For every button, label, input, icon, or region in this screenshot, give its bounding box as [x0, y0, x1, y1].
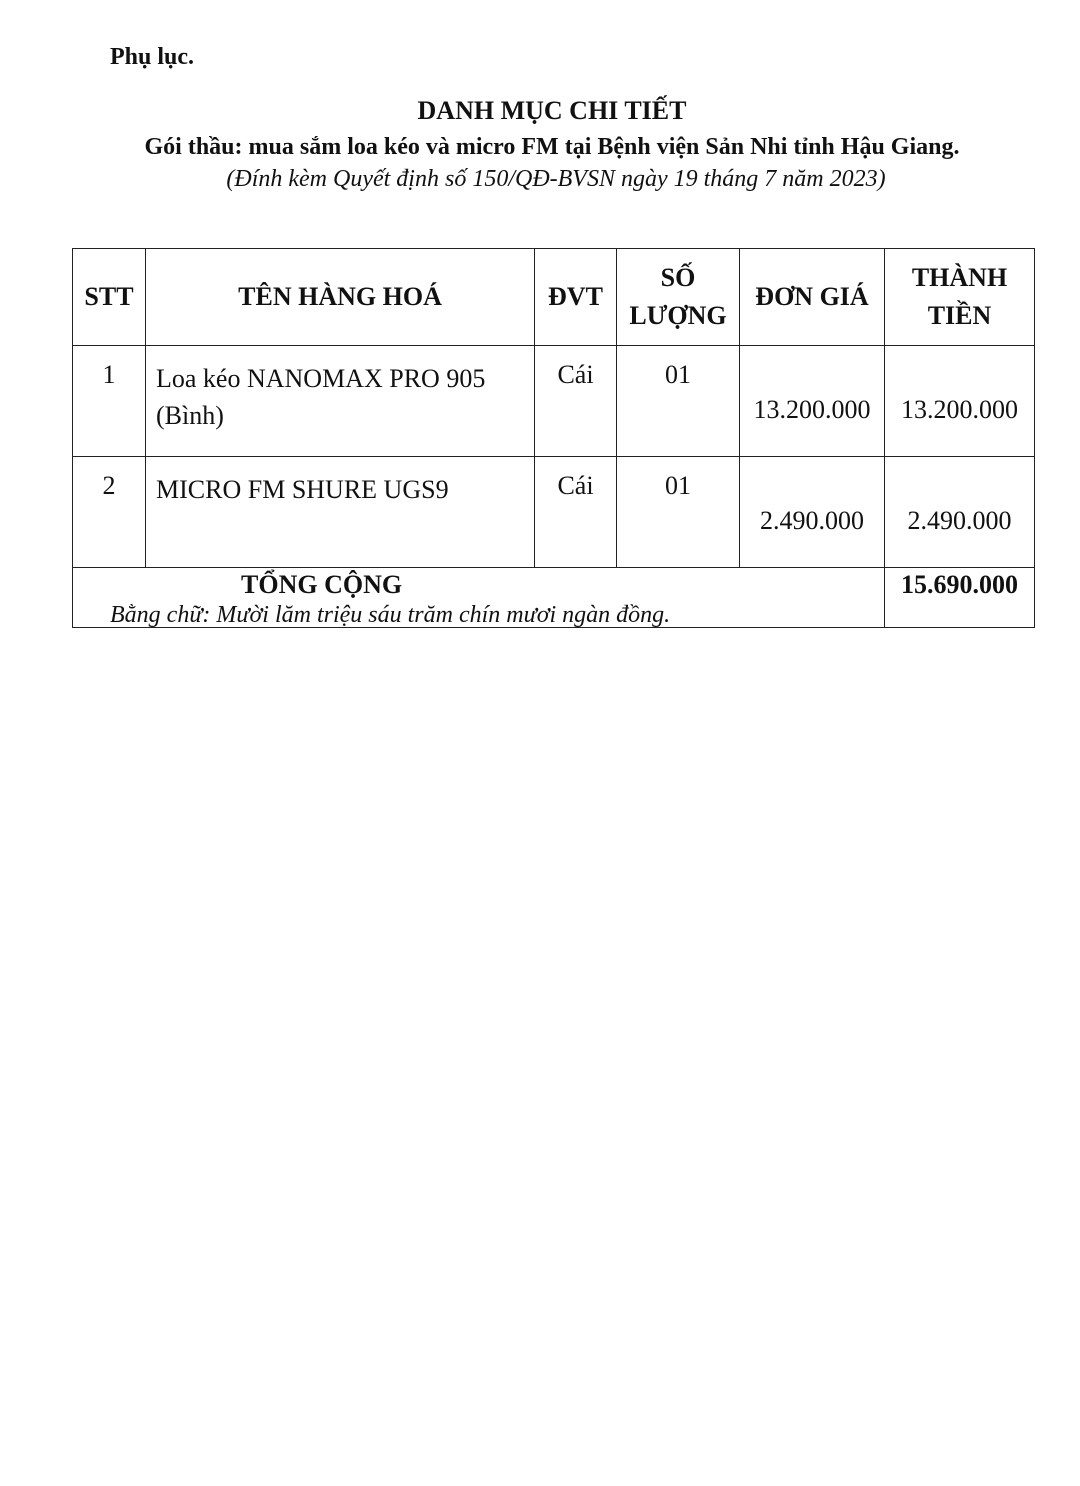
table-header-row [73, 249, 1035, 346]
header-qty-line2: LƯỢNG [629, 301, 727, 330]
header-amount-line2: TIỀN [927, 301, 992, 330]
attachment-note: (Đính kèm Quyết định số 150/QĐ-BVSN ngày 19 tháng 7 năm 2023) [226, 166, 886, 192]
header-unit-price: ĐƠN GIÁ [740, 249, 885, 346]
items-table [72, 248, 1035, 628]
document-title: DANH MỤC CHI TIẾT [417, 96, 687, 125]
document-subtitle: Gói thầu: mua sắm loa kéo và micro FM tại Bệnh viện Sản Nhi tỉnh Hậu Giang. [144, 134, 960, 160]
row-unit-price: 2.490.000 [740, 457, 885, 568]
row-unit-price: 13.200.000 [740, 346, 885, 457]
header-qty-line1: SỐ [660, 263, 696, 292]
row-name: MICRO FM SHURE UGS9 [146, 457, 535, 568]
table-row [73, 346, 1035, 457]
row-name: Loa kéo NANOMAX PRO 905 (Bình) [146, 346, 535, 457]
header-amount [885, 249, 1035, 346]
amount-in-words: Bằng chữ: Mười lăm triệu sáu trăm chín mươi ngàn đồng. [110, 602, 671, 628]
header-stt: STT [73, 249, 146, 346]
row-stt: 1 [73, 346, 146, 457]
header-unit: ĐVT [535, 249, 617, 346]
header-qty [617, 249, 740, 346]
header-name: TÊN HÀNG HOÁ [146, 249, 535, 346]
table-row [73, 457, 1035, 568]
row-amount: 2.490.000 [885, 457, 1035, 568]
row-qty: 01 [617, 346, 740, 457]
total-value: 15.690.000 [885, 568, 1035, 628]
header-amount-line1: THÀNH [911, 263, 1008, 292]
total-label: TỔNG CỘNG [73, 568, 885, 628]
row-stt: 2 [73, 457, 146, 568]
appendix-label: Phụ lục. [110, 44, 195, 70]
row-qty: 01 [617, 457, 740, 568]
row-amount: 13.200.000 [885, 346, 1035, 457]
row-unit: Cái [535, 346, 617, 457]
row-unit: Cái [535, 457, 617, 568]
